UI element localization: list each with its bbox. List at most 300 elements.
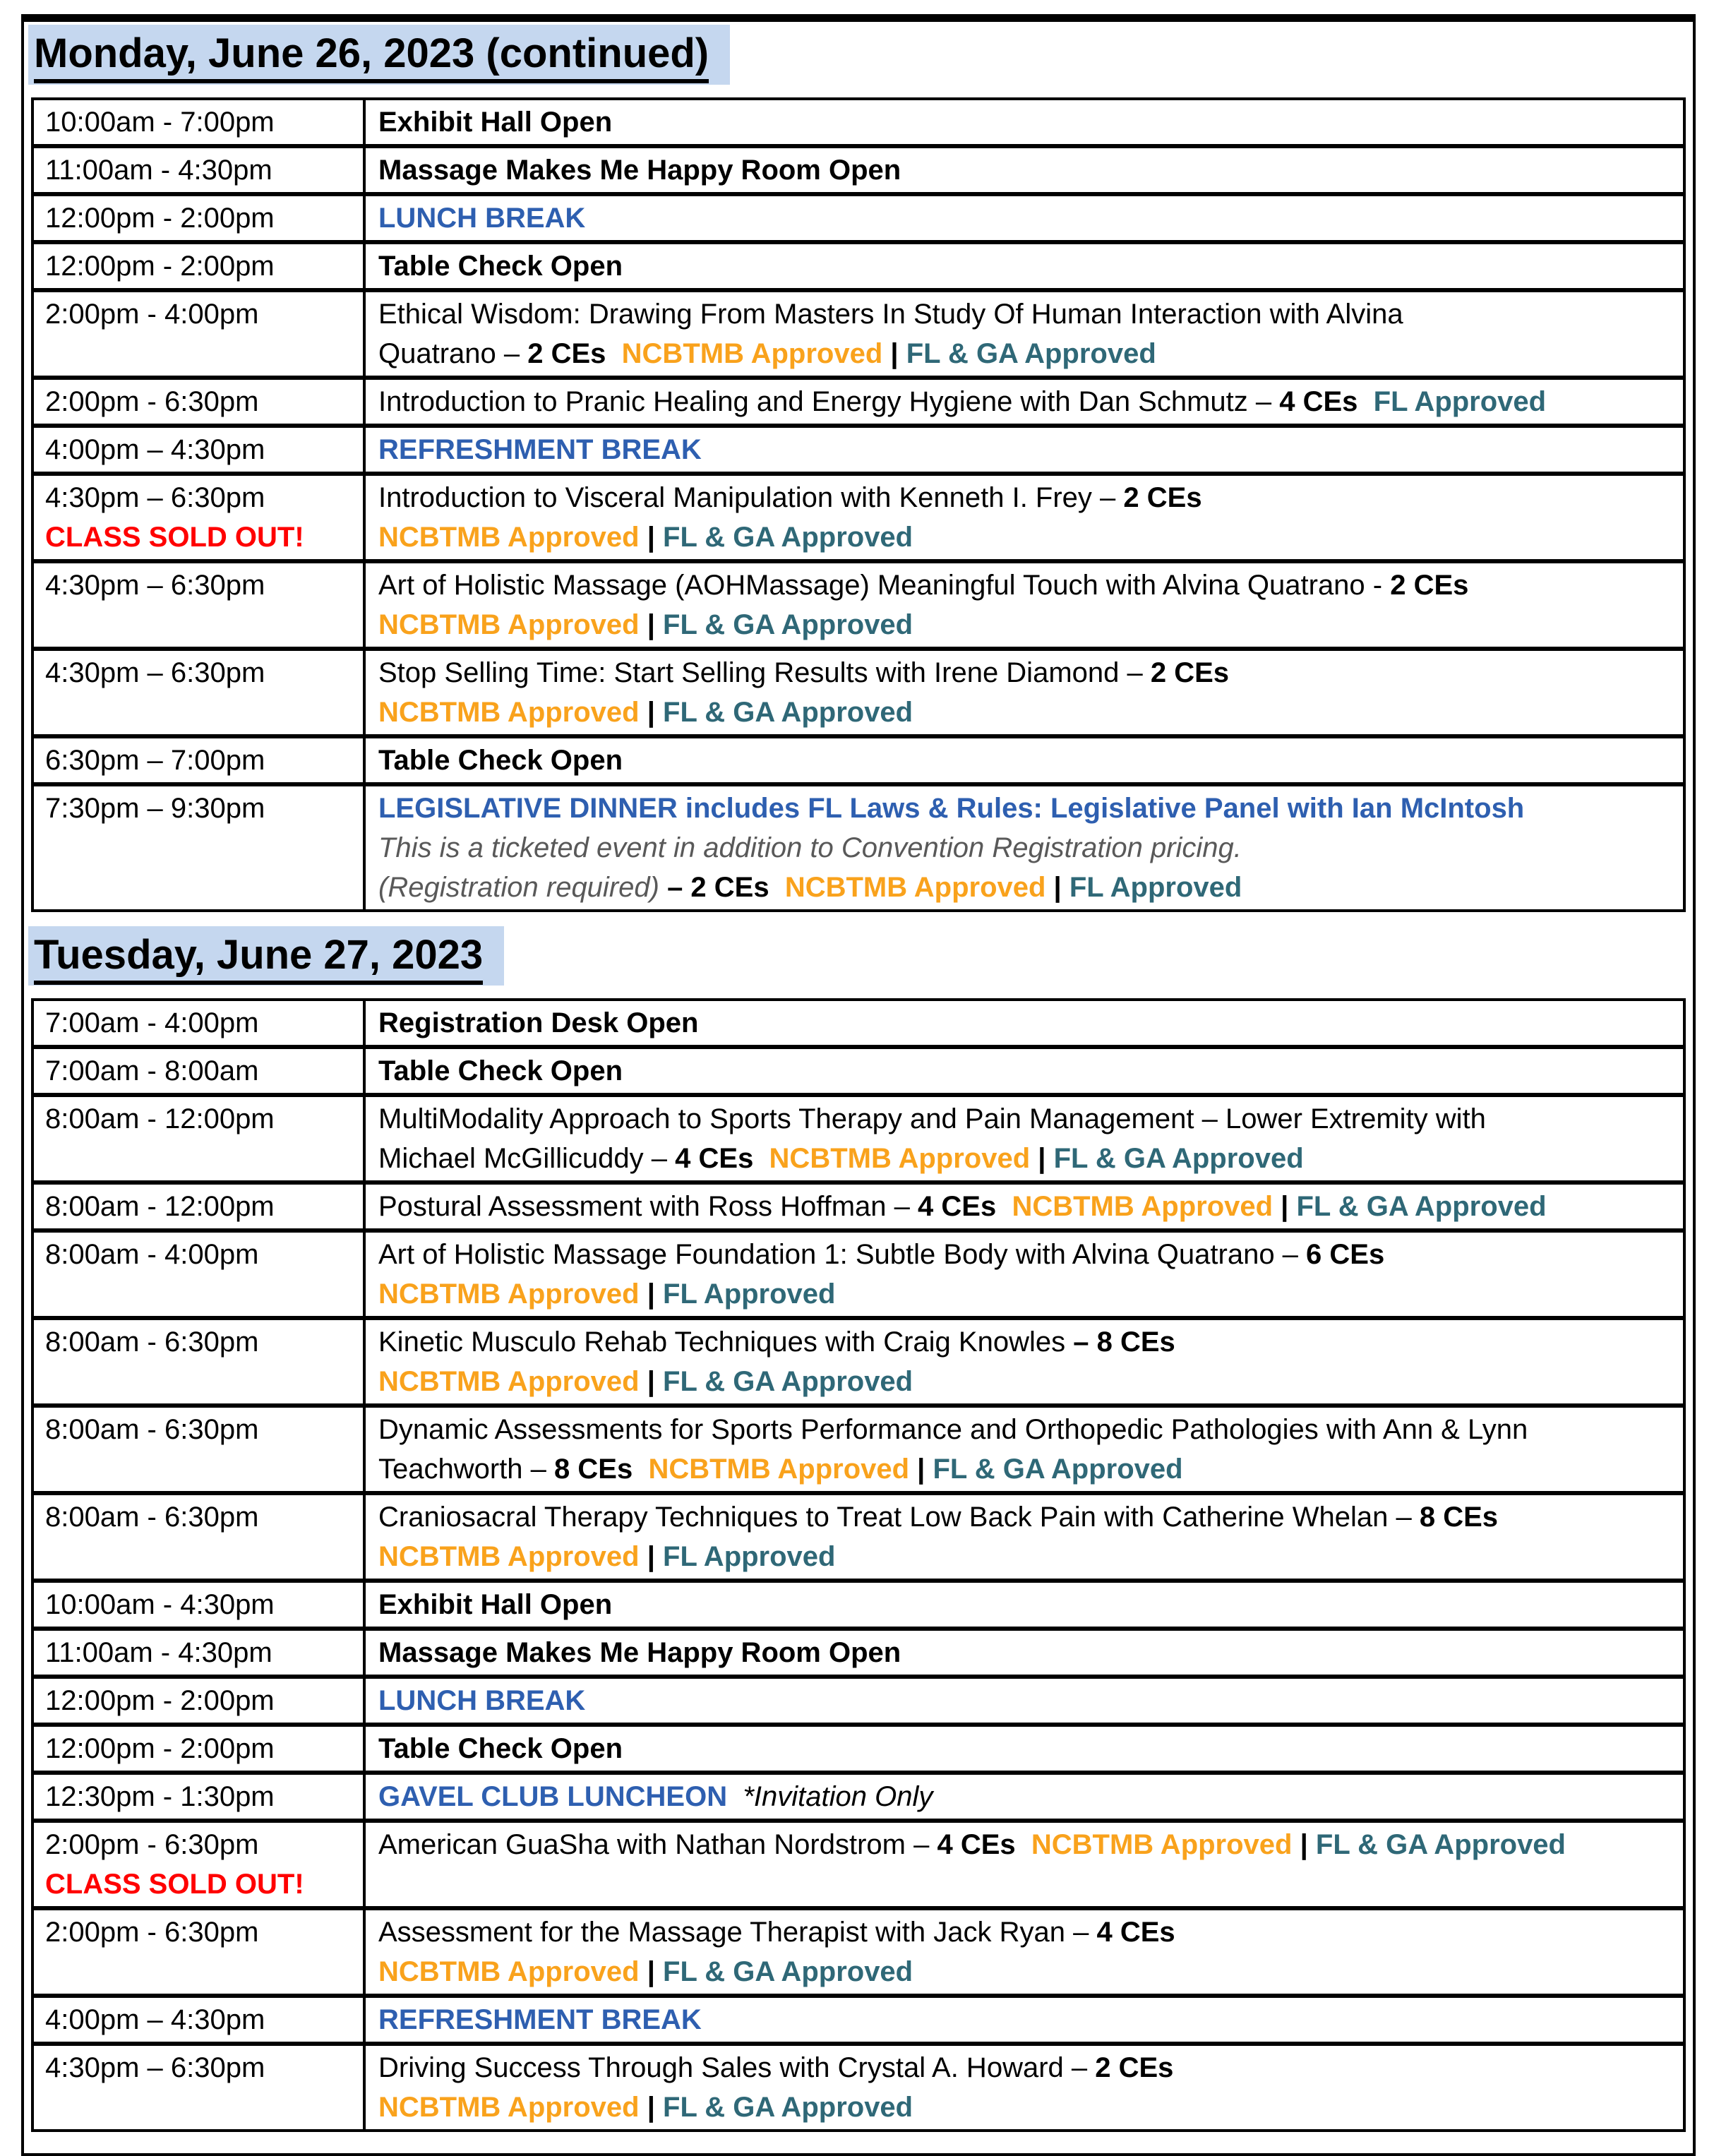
event-line xyxy=(378,150,1674,190)
event-text-bold: – 8 CEs xyxy=(1073,1326,1175,1358)
event-text-bold: | xyxy=(639,1366,664,1398)
event-text: Introduction to Pranic Healing and Energy Hygiene with Dan Schmutz – xyxy=(378,385,1280,417)
event-text xyxy=(1358,386,1373,417)
event-text-bold: 8 CEs xyxy=(554,1454,633,1485)
time-line xyxy=(45,382,357,421)
schedule-row xyxy=(34,148,1683,196)
schedule-row xyxy=(34,100,1683,148)
schedule-row xyxy=(34,476,1683,563)
time-range: 12:00pm - 2:00pm xyxy=(45,1685,275,1717)
schedule-row xyxy=(34,1679,1683,1727)
event-text: Teachworth – xyxy=(378,1454,555,1485)
day-header xyxy=(28,926,1687,986)
schedule-row xyxy=(34,786,1683,909)
event-text-bold: – 2 CEs xyxy=(667,871,769,903)
time-cell xyxy=(34,292,366,376)
state-approved-label: FL Approved xyxy=(1373,385,1547,417)
event-text-bold: 6 CEs xyxy=(1306,1239,1385,1271)
time-line xyxy=(45,1825,357,1864)
time-range: 8:00am - 4:00pm xyxy=(45,1239,259,1271)
event-text: Quatrano – xyxy=(378,337,528,369)
time-range: 2:00pm - 6:30pm xyxy=(45,1917,259,1948)
time-range: 4:00pm – 4:30pm xyxy=(45,433,265,465)
event-text-bold: Exhibit Hall Open xyxy=(378,1589,613,1621)
event-text-bold: | xyxy=(639,1541,664,1573)
time-line xyxy=(45,1322,357,1362)
event-text: Introduction to Visceral Manipulation with Kenneth I. Frey – xyxy=(378,481,1124,513)
event-line xyxy=(378,1003,1674,1043)
time-line xyxy=(45,294,357,334)
time-cell xyxy=(34,1185,366,1228)
time-line xyxy=(45,198,357,238)
time-line xyxy=(45,1051,357,1091)
event-line xyxy=(378,2088,1674,2127)
sold-out-label: CLASS SOLD OUT! xyxy=(45,1869,304,1900)
time-range: 4:30pm – 6:30pm xyxy=(45,481,265,513)
state-approved-label: FL & GA Approved xyxy=(663,696,913,728)
event-cell xyxy=(366,1823,1683,1906)
event-line xyxy=(378,1139,1674,1178)
state-approved-label: FL & GA Approved xyxy=(1296,1191,1547,1223)
time-cell xyxy=(34,148,366,192)
event-line xyxy=(378,1410,1674,1449)
event-cell xyxy=(366,428,1683,472)
event-cell xyxy=(366,738,1683,782)
ncbtmb-approved-label: NCBTMB Approved xyxy=(378,1956,640,1988)
time-line xyxy=(45,1099,357,1139)
ncbtmb-approved-label: NCBTMB Approved xyxy=(378,1278,640,1310)
event-text-bold: | xyxy=(639,521,664,553)
event-text-bold: 2 CEs xyxy=(1095,2052,1174,2084)
state-approved-label: FL & GA Approved xyxy=(933,1454,1183,1485)
event-line xyxy=(378,741,1674,780)
event-text-bold: | xyxy=(882,337,906,369)
schedule-row xyxy=(34,428,1683,476)
event-text-bold: | xyxy=(639,696,664,728)
event-cell xyxy=(366,1679,1683,1723)
state-approved-label: FL & GA Approved xyxy=(663,1956,913,1988)
time-range: 7:00am - 8:00am xyxy=(45,1055,259,1087)
event-cell xyxy=(366,244,1683,288)
time-line xyxy=(45,1681,357,1720)
time-cell xyxy=(34,1233,366,1316)
schedule-row xyxy=(34,1001,1683,1049)
ncbtmb-approved-label: NCBTMB Approved xyxy=(1012,1191,1273,1223)
event-line xyxy=(378,478,1674,517)
state-approved-label: FL Approved xyxy=(1069,871,1242,903)
time-range: 2:00pm - 6:30pm xyxy=(45,1829,259,1861)
schedule-row xyxy=(34,1049,1683,1097)
break-label: LUNCH BREAK xyxy=(378,1685,586,1717)
event-text-bold: | xyxy=(639,1278,664,1310)
state-approved-label: FL Approved xyxy=(663,1541,836,1573)
event-text-bold: Table Check Open xyxy=(378,744,623,776)
event-line xyxy=(378,430,1674,469)
event-line xyxy=(378,693,1674,732)
time-range: 12:00pm - 2:00pm xyxy=(45,202,275,234)
time-line xyxy=(45,1585,357,1624)
event-text: Michael McGillicuddy – xyxy=(378,1143,676,1175)
time-range: 8:00am - 6:30pm xyxy=(45,1326,259,1358)
time-cell xyxy=(34,100,366,144)
schedule-row xyxy=(34,244,1683,292)
time-cell xyxy=(34,1097,366,1180)
break-label: REFRESHMENT BREAK xyxy=(378,433,702,465)
time-cell xyxy=(34,1583,366,1627)
time-cell xyxy=(34,476,366,559)
time-cell xyxy=(34,428,366,472)
time-line xyxy=(45,1410,357,1449)
time-cell xyxy=(34,1320,366,1403)
time-line xyxy=(45,1864,357,1904)
event-cell xyxy=(366,786,1683,909)
time-cell xyxy=(34,651,366,734)
event-line xyxy=(378,565,1674,605)
event-cell xyxy=(366,1495,1683,1579)
event-cell xyxy=(366,100,1683,144)
schedule-table xyxy=(31,998,1686,2132)
event-text-bold: Registration Desk Open xyxy=(378,1007,699,1039)
time-range: 12:30pm - 1:30pm xyxy=(45,1781,275,1813)
event-text: American GuaSha with Nathan Nordstrom – xyxy=(378,1829,937,1861)
event-line xyxy=(378,1777,1674,1816)
event-text-bold: | xyxy=(1030,1143,1054,1175)
time-range: 8:00am - 12:00pm xyxy=(45,1103,275,1135)
schedule-row xyxy=(34,563,1683,651)
schedule-row xyxy=(34,380,1683,428)
time-range: 7:00am - 4:00pm xyxy=(45,1007,259,1039)
event-line xyxy=(378,1449,1674,1489)
event-text-bold: 2 CEs xyxy=(527,337,606,369)
event-cell xyxy=(366,1998,1683,2042)
event-cell xyxy=(366,1583,1683,1627)
event-line xyxy=(378,2048,1674,2088)
time-line xyxy=(45,1235,357,1274)
event-text xyxy=(996,1191,1012,1222)
time-range: 11:00am - 4:30pm xyxy=(45,1637,272,1669)
event-cell xyxy=(366,1408,1683,1491)
event-text-bold: 4 CEs xyxy=(918,1191,997,1223)
day-title-text: Tuesday, June 27, 2023 xyxy=(34,932,483,985)
time-range: 10:00am - 4:30pm xyxy=(45,1589,275,1621)
time-range: 8:00am - 6:30pm xyxy=(45,1502,259,1533)
time-line xyxy=(45,517,357,557)
time-cell xyxy=(34,1910,366,1994)
time-range: 4:00pm – 4:30pm xyxy=(45,2004,265,2036)
event-cell xyxy=(366,651,1683,734)
time-line xyxy=(45,1497,357,1537)
schedule-row xyxy=(34,1998,1683,2046)
event-cell xyxy=(366,1320,1683,1403)
event-text-bold: Table Check Open xyxy=(378,1733,623,1765)
event-line xyxy=(378,1681,1674,1720)
time-line xyxy=(45,478,357,517)
event-cell xyxy=(366,380,1683,424)
time-cell xyxy=(34,1727,366,1771)
event-text-bold: | xyxy=(639,609,664,640)
schedule-table xyxy=(31,97,1686,912)
event-line xyxy=(378,605,1674,645)
event-text: Postural Assessment with Ross Hoffman – xyxy=(378,1191,918,1223)
event-text xyxy=(633,1454,648,1485)
state-approved-label: FL & GA Approved xyxy=(663,609,913,640)
event-note-italic: *Invitation Only xyxy=(743,1781,933,1813)
event-text-bold: 4 CEs xyxy=(1096,1917,1175,1948)
event-text-bold: 2 CEs xyxy=(1390,569,1469,601)
event-line xyxy=(378,102,1674,142)
time-line xyxy=(45,789,357,828)
event-text-bold: 4 CEs xyxy=(1279,385,1358,417)
schedule-row xyxy=(34,1727,1683,1775)
time-cell xyxy=(34,244,366,288)
event-text: Driving Success Through Sales with Crystal A. Howard – xyxy=(378,2052,1096,2084)
event-text xyxy=(1016,1829,1031,1860)
event-text xyxy=(606,338,621,369)
time-cell xyxy=(34,1679,366,1723)
time-cell xyxy=(34,2046,366,2129)
event-cell xyxy=(366,1049,1683,1093)
event-line xyxy=(378,868,1674,907)
break-label: LEGISLATIVE DINNER includes FL Laws & Rules: Legislative Panel with Ian McIntosh xyxy=(378,792,1525,824)
time-line xyxy=(45,2000,357,2040)
event-cell xyxy=(366,1775,1683,1819)
state-approved-label: FL & GA Approved xyxy=(663,521,913,553)
event-cell xyxy=(366,1910,1683,1994)
event-cell xyxy=(366,1727,1683,1771)
time-cell xyxy=(34,738,366,782)
event-text: Art of Holistic Massage Foundation 1: Subtle Body with Alvina Quatrano – xyxy=(378,1239,1307,1271)
time-cell xyxy=(34,196,366,240)
time-line xyxy=(45,102,357,142)
event-line xyxy=(378,2000,1674,2040)
event-cell xyxy=(366,1001,1683,1045)
time-line xyxy=(45,565,357,605)
event-line xyxy=(378,653,1674,693)
state-approved-label: FL & GA Approved xyxy=(1315,1829,1566,1861)
time-cell xyxy=(34,1998,366,2042)
event-line xyxy=(378,789,1674,828)
event-cell xyxy=(366,292,1683,376)
event-line xyxy=(378,828,1674,868)
ncbtmb-approved-label: NCBTMB Approved xyxy=(648,1454,910,1485)
time-cell xyxy=(34,1823,366,1906)
event-text: Art of Holistic Massage (AOHMassage) Meaningful Touch with Alvina Quatrano - xyxy=(378,569,1391,601)
event-cell xyxy=(366,1097,1683,1180)
day-header xyxy=(28,25,1687,85)
event-cell xyxy=(366,196,1683,240)
time-cell xyxy=(34,1049,366,1093)
schedule-row xyxy=(34,1775,1683,1823)
time-cell xyxy=(34,1408,366,1491)
break-label: GAVEL CLUB LUNCHEON xyxy=(378,1781,728,1813)
event-line xyxy=(378,1235,1674,1274)
break-label: LUNCH BREAK xyxy=(378,202,586,234)
time-range: 7:30pm – 9:30pm xyxy=(45,792,265,824)
event-text-bold: 8 CEs xyxy=(1419,1502,1499,1533)
ncbtmb-approved-label: NCBTMB Approved xyxy=(1031,1829,1293,1861)
time-range: 8:00am - 12:00pm xyxy=(45,1191,275,1223)
state-approved-label: FL & GA Approved xyxy=(663,2092,913,2124)
time-range: 8:00am - 6:30pm xyxy=(45,1414,259,1446)
schedule-row xyxy=(34,1320,1683,1408)
schedule-row xyxy=(34,1233,1683,1320)
event-line xyxy=(378,198,1674,238)
event-line xyxy=(378,1322,1674,1362)
time-line xyxy=(45,2048,357,2088)
event-text: Kinetic Musculo Rehab Techniques with Craig Knowles xyxy=(378,1326,1074,1358)
time-line xyxy=(45,430,357,469)
event-note-italic: (Registration required) xyxy=(378,871,668,903)
time-line xyxy=(45,1777,357,1816)
time-line xyxy=(45,1187,357,1226)
time-cell xyxy=(34,1775,366,1819)
event-line xyxy=(378,1912,1674,1952)
event-text-bold: Massage Makes Me Happy Room Open xyxy=(378,1637,901,1669)
event-text-bold: | xyxy=(639,2092,664,2124)
sold-out-label: CLASS SOLD OUT! xyxy=(45,521,304,553)
ncbtmb-approved-label: NCBTMB Approved xyxy=(784,871,1046,903)
time-range: 4:30pm – 6:30pm xyxy=(45,2052,265,2084)
schedule-document xyxy=(21,14,1696,2156)
event-text-bold: | xyxy=(909,1454,933,1485)
ncbtmb-approved-label: NCBTMB Approved xyxy=(769,1143,1031,1175)
event-line xyxy=(378,1729,1674,1768)
schedule-row xyxy=(34,651,1683,738)
time-range: 10:00am - 7:00pm xyxy=(45,106,275,138)
ncbtmb-approved-label: NCBTMB Approved xyxy=(378,2092,640,2124)
event-cell xyxy=(366,1233,1683,1316)
event-cell xyxy=(366,1631,1683,1675)
state-approved-label: FL Approved xyxy=(663,1278,836,1310)
event-text xyxy=(727,1781,743,1812)
event-text-bold: | xyxy=(1273,1191,1297,1223)
state-approved-label: FL & GA Approved xyxy=(906,337,1156,369)
event-line xyxy=(378,1274,1674,1314)
event-line xyxy=(378,334,1674,373)
break-label: REFRESHMENT BREAK xyxy=(378,2004,702,2036)
schedule-row xyxy=(34,196,1683,244)
event-text: Dynamic Assessments for Sports Performance and Orthopedic Pathologies with Ann & Lynn xyxy=(378,1414,1528,1446)
event-line xyxy=(378,1633,1674,1672)
schedule-row xyxy=(34,2046,1683,2129)
event-text-bold: 4 CEs xyxy=(675,1143,754,1175)
schedule-row xyxy=(34,1495,1683,1583)
event-cell xyxy=(366,1185,1683,1228)
time-cell xyxy=(34,563,366,647)
schedule-row xyxy=(34,1823,1683,1910)
time-line xyxy=(45,1729,357,1768)
event-text-bold: 4 CEs xyxy=(937,1829,1016,1861)
time-cell xyxy=(34,1631,366,1675)
time-cell xyxy=(34,786,366,909)
state-approved-label: FL & GA Approved xyxy=(1053,1143,1304,1175)
event-line xyxy=(378,1585,1674,1624)
event-cell xyxy=(366,476,1683,559)
event-line xyxy=(378,1537,1674,1576)
event-cell xyxy=(366,2046,1683,2129)
ncbtmb-approved-label: NCBTMB Approved xyxy=(378,1541,640,1573)
schedule-row xyxy=(34,738,1683,786)
schedule-row xyxy=(34,292,1683,380)
event-text: MultiModality Approach to Sports Therapy and Pain Management – Lower Extremity with xyxy=(378,1103,1486,1135)
day-title xyxy=(28,926,504,986)
time-range: 2:00pm - 6:30pm xyxy=(45,385,259,417)
time-range: 6:30pm – 7:00pm xyxy=(45,744,265,776)
event-line xyxy=(378,1497,1674,1537)
schedule-row xyxy=(34,1185,1683,1233)
ncbtmb-approved-label: NCBTMB Approved xyxy=(378,609,640,640)
event-text: Stop Selling Time: Start Selling Results with Irene Diamond – xyxy=(378,657,1151,688)
event-line xyxy=(378,382,1674,421)
ncbtmb-approved-label: NCBTMB Approved xyxy=(378,1366,640,1398)
time-line xyxy=(45,1003,357,1043)
event-line xyxy=(378,517,1674,557)
event-text: Craniosacral Therapy Techniques to Treat Low Back Pain with Catherine Whelan – xyxy=(378,1502,1420,1533)
event-line xyxy=(378,1362,1674,1401)
state-approved-label: FL & GA Approved xyxy=(663,1366,913,1398)
event-line xyxy=(378,1187,1674,1226)
time-range: 4:30pm – 6:30pm xyxy=(45,657,265,688)
event-text: Ethical Wisdom: Drawing From Masters In Study Of Human Interaction with Alvina xyxy=(378,298,1403,330)
day-title-text: Monday, June 26, 2023 (continued) xyxy=(34,30,709,83)
event-text-bold: 2 CEs xyxy=(1150,657,1230,688)
schedule-row xyxy=(34,1910,1683,1998)
time-range: 4:30pm – 6:30pm xyxy=(45,569,265,601)
event-text-bold: Table Check Open xyxy=(378,1055,623,1087)
time-line xyxy=(45,653,357,693)
ncbtmb-approved-label: NCBTMB Approved xyxy=(621,337,883,369)
event-text-bold: | xyxy=(1045,871,1069,903)
time-range: 2:00pm - 4:00pm xyxy=(45,298,259,330)
schedule-row xyxy=(34,1583,1683,1631)
event-text-bold: | xyxy=(1292,1829,1316,1861)
time-cell xyxy=(34,1001,366,1045)
event-text-bold: | xyxy=(639,1956,664,1988)
event-text-bold: Exhibit Hall Open xyxy=(378,106,613,138)
schedule-row xyxy=(34,1408,1683,1495)
event-text xyxy=(769,872,785,903)
event-line xyxy=(378,1051,1674,1091)
time-line xyxy=(45,150,357,190)
event-text-bold: Massage Makes Me Happy Room Open xyxy=(378,154,901,186)
event-line xyxy=(378,246,1674,286)
time-range: 12:00pm - 2:00pm xyxy=(45,250,275,282)
ncbtmb-approved-label: NCBTMB Approved xyxy=(378,696,640,728)
event-text-bold: 2 CEs xyxy=(1123,481,1202,513)
day-title xyxy=(28,25,730,85)
schedule-row xyxy=(34,1097,1683,1185)
event-line xyxy=(378,294,1674,334)
time-range: 11:00am - 4:30pm xyxy=(45,154,272,186)
event-line xyxy=(378,1825,1674,1864)
time-line xyxy=(45,741,357,780)
ncbtmb-approved-label: NCBTMB Approved xyxy=(378,521,640,553)
time-range: 12:00pm - 2:00pm xyxy=(45,1733,275,1765)
time-cell xyxy=(34,380,366,424)
schedule-row xyxy=(34,1631,1683,1679)
event-text: Assessment for the Massage Therapist with Jack Ryan – xyxy=(378,1917,1097,1948)
event-text xyxy=(753,1143,769,1174)
event-cell xyxy=(366,563,1683,647)
event-line xyxy=(378,1099,1674,1139)
time-line xyxy=(45,246,357,286)
event-line xyxy=(378,1952,1674,1992)
event-text-bold: Table Check Open xyxy=(378,250,623,282)
time-line xyxy=(45,1633,357,1672)
event-note-italic: This is a ticketed event in addition to Convention Registration pricing. xyxy=(378,832,1242,863)
time-line xyxy=(45,1912,357,1952)
time-cell xyxy=(34,1495,366,1579)
